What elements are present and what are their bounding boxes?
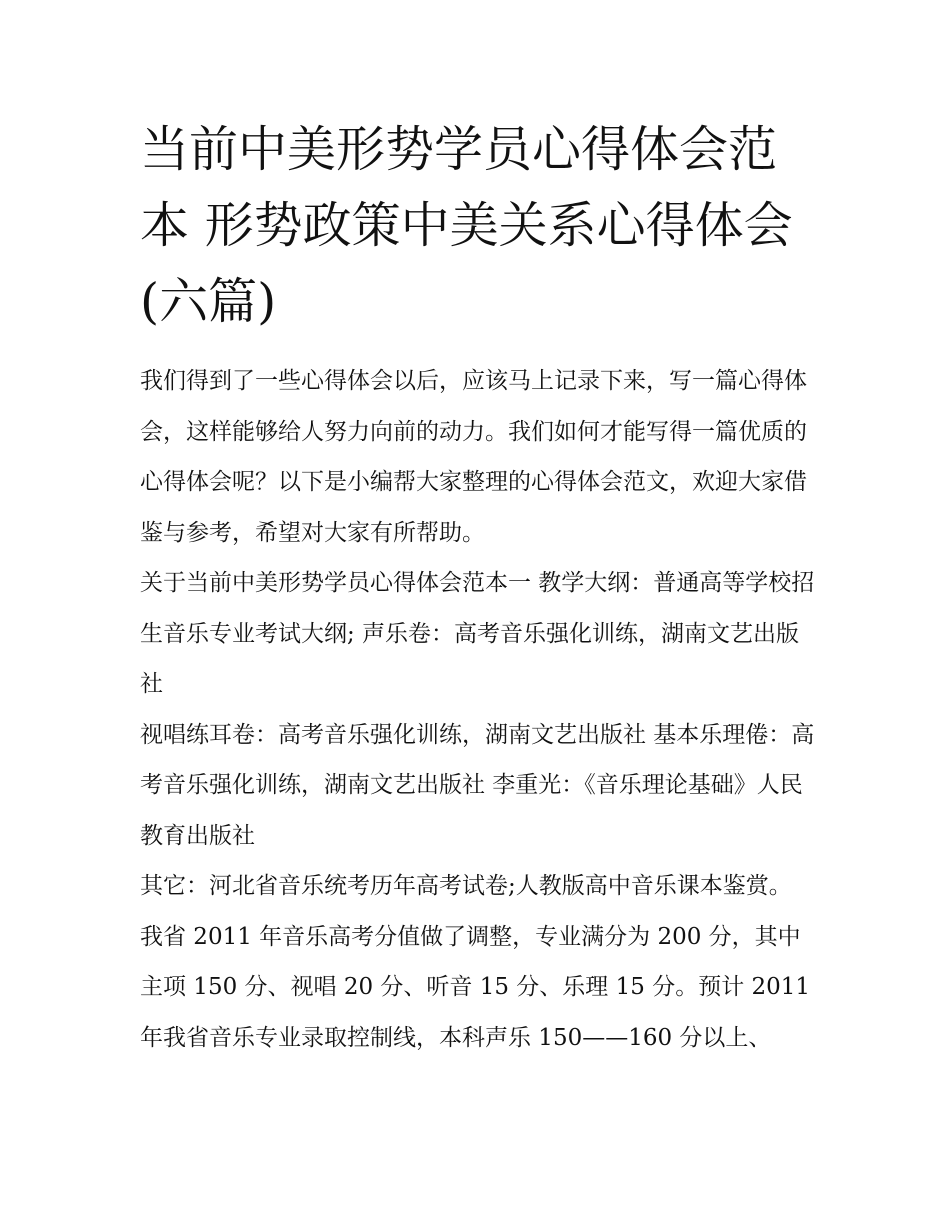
paragraph-syllabus: 关于当前中美形势学员心得体会范本一 教学大纲：普通高等学校招生音乐专业考试大纲; 声乐卷：高考音乐强化训练，湖南文艺出版社 (140, 570, 815, 697)
paragraph-scores: 我省 2011 年音乐高考分值做了调整，专业满分为 200 分，其中主项 150 分、视唱 20 分、听音 15 分、乐理 15 分。预计 2011 年我省音乐专业录取控制线，本科声乐 150——160 分以上、 (140, 923, 811, 1051)
paragraph-other: 其它：河北省音乐统考历年高考试卷;人教版高中音乐课本鉴赏。 (140, 873, 792, 899)
paragraph-intro: 我们得到了一些心得体会以后，应该马上记录下来，写一篇心得体会，这样能够给人努力向前的动力。我们如何才能写得一篇优质的心得体会呢？以下是小编帮大家整理的心得体会范文，欢迎大家借鉴与参考，希望对大家有所帮助。 (140, 368, 807, 546)
paragraph-solfege: 视唱练耳卷：高考音乐强化训练，湖南文艺出版社 基本乐理倦：高考音乐强化训练，湖南文艺出版社 李重光：《音乐理论基础》人民教育出版社 (140, 721, 815, 849)
document-title: 当前中美形势学员心得体会范本 形势政策中美关系心得体会(六篇) (140, 121, 793, 330)
document-body (140, 112, 820, 1063)
